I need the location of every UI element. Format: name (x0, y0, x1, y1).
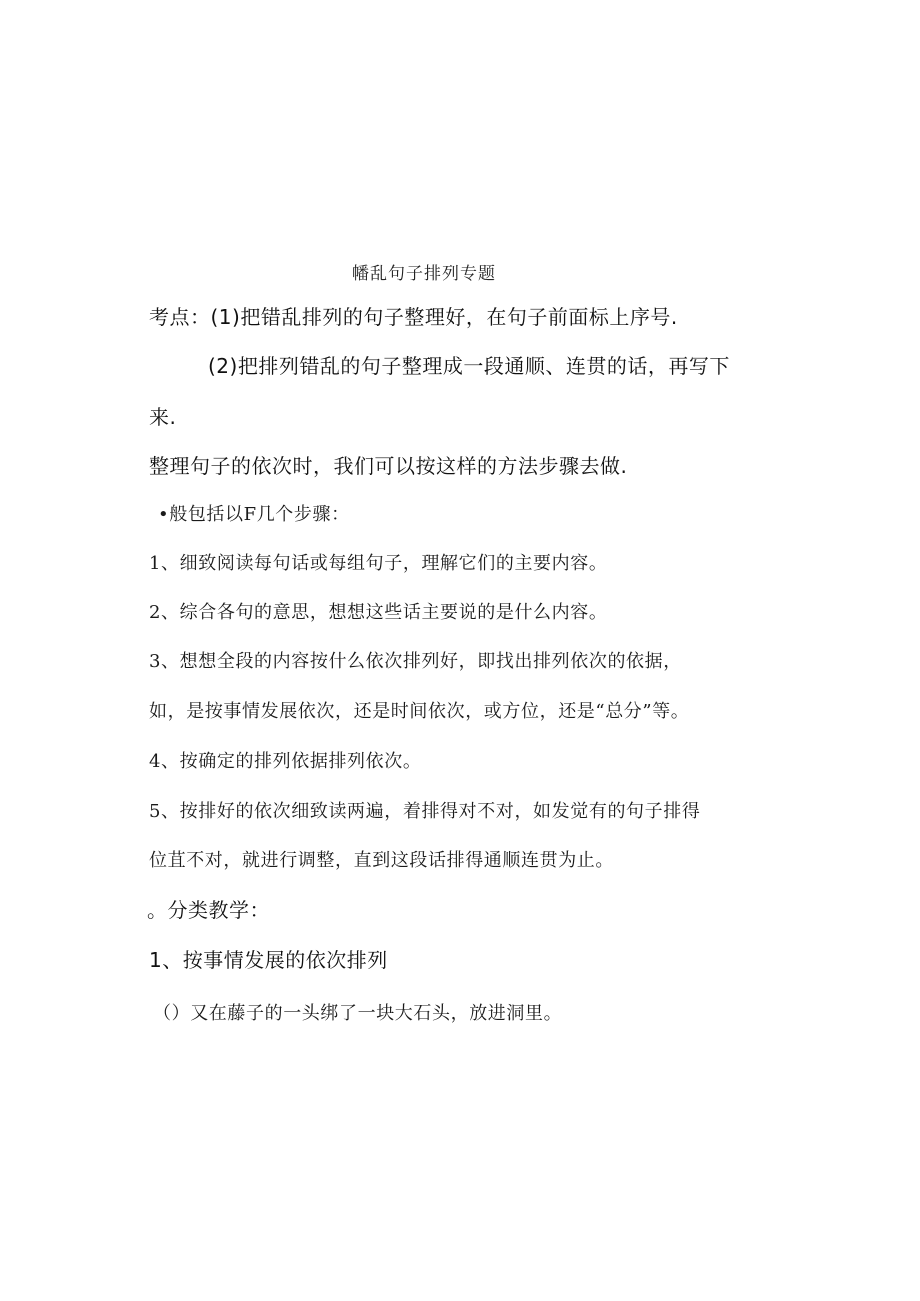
step-4: 4、按确定的排列依据排列依次。 (149, 751, 422, 772)
key-point-2-continued: 来. (149, 405, 177, 429)
steps-intro: •般包括以F几个步骤： (158, 504, 350, 525)
step-3: 3、想想全段的内容按什么依次排列好，即找出排列依次的依据， (149, 651, 682, 672)
section-heading: 。分类教学： (147, 898, 270, 922)
example-item: （）又在藤子的一头绑了一块大石头，放进洞里。 (153, 1003, 563, 1024)
page-title: 幡乱句子排列专题 (352, 264, 496, 284)
step-1: 1、细致阅读每句话或每组句子，理解它们的主要内容。 (149, 553, 608, 574)
step-5: 5、按排好的依次细致读两遍，着排得对不对，如发觉有的句子排得 (149, 801, 701, 822)
step-2: 2、综合各句的意思，想想这些话主要说的是什么内容。 (149, 602, 608, 623)
subsection-heading: 1、按事情发展的依次排列 (149, 948, 388, 972)
step-5-continued: 位苴不对，就进行调整，直到这段话排得通顺连贯为止。 (149, 850, 614, 871)
step-3-continued: 如，是按事情发展依次，还是时间依次，或方位，还是“总分”等。 (149, 701, 690, 722)
intro-paragraph: 整理句子的依次时，我们可以按这样的方法步骤去做. (149, 454, 628, 478)
key-point-2: (2)把排列错乱的句子整理成一段通顺、连贯的话，再写下 (208, 354, 730, 378)
key-point-1: 考点：(1)把错乱排列的句子整理好，在句子前面标上序号. (149, 305, 678, 329)
